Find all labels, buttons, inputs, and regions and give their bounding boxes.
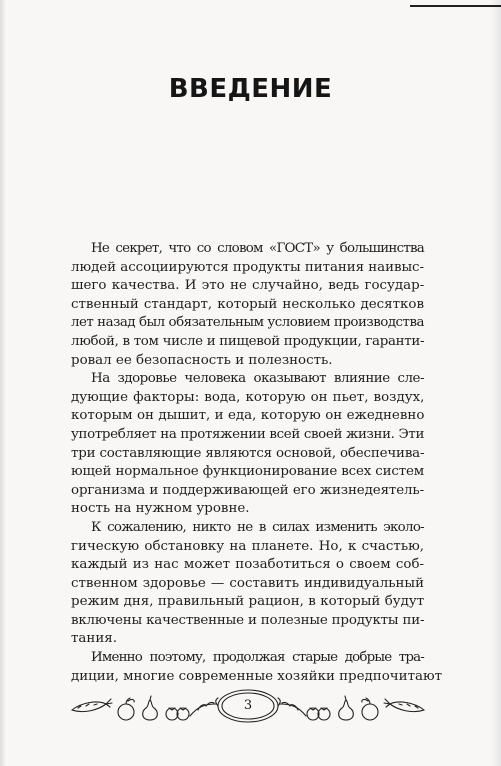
text-line: режим дня, правильный рацион, в который будут bbox=[71, 594, 425, 610]
page-footer bbox=[68, 686, 428, 726]
text-line: каждый из нас может позаботиться о своем соб- bbox=[71, 557, 425, 573]
text-line: включены качественные и полезные продукты пи- bbox=[71, 612, 425, 628]
page-edge-shadow bbox=[491, 0, 501, 766]
text-line: три составляющие являются основой, обеспечива- bbox=[71, 445, 425, 461]
paragraph bbox=[71, 649, 443, 686]
paragraph bbox=[71, 370, 424, 519]
text-line: людей ассоциируются продукты питания наивыс- bbox=[71, 259, 424, 275]
text-line: ственном здоровье — составить индивидуальный bbox=[71, 575, 424, 591]
text-line: Именно поэтому, продолжая старые добрые тра- bbox=[91, 650, 424, 666]
body-text bbox=[71, 240, 443, 686]
text-line: К сожалению, никто не в силах изменить эколо- bbox=[91, 519, 424, 535]
text-line: ность на нужном уровне. bbox=[71, 501, 250, 517]
text-line: диции, многие современные хозяйки предпочитают bbox=[71, 668, 443, 684]
paragraph bbox=[71, 519, 424, 649]
text-line: ственный стандарт, который несколько десятков bbox=[71, 296, 424, 312]
paragraph bbox=[71, 240, 424, 370]
text-line: тания. bbox=[71, 631, 117, 647]
text-line: ровал ее безопасность и полезность. bbox=[71, 352, 333, 368]
page-edge-shadow bbox=[0, 0, 6, 766]
text-line: ющей нормальное функционирование всех систем bbox=[71, 464, 424, 480]
text-line: любой, в том числе и пищевой продукции, гаранти- bbox=[71, 333, 425, 349]
text-line: которым он дышит, и еда, которую он ежедневно bbox=[71, 408, 425, 424]
text-line: На здоровье человека оказывают влияние сле- bbox=[91, 371, 424, 387]
text-line: организма и поддерживающей его жизнедеятель- bbox=[71, 482, 424, 498]
page-number: 3 bbox=[243, 698, 253, 713]
top-rule bbox=[410, 5, 501, 7]
text-line: гическую обстановку на планете. Но, к счастью, bbox=[71, 538, 425, 554]
text-line: употребляет на протяжении всей своей жизни. Эти bbox=[71, 426, 425, 442]
text-line: дующие факторы: вода, которую он пьет, воздух, bbox=[71, 389, 425, 405]
text-line: лет назад был обязательным условием производства bbox=[71, 315, 424, 331]
text-line: шего качества. И это не случайно, ведь государ- bbox=[71, 278, 425, 294]
text-line: Не секрет, что со словом «ГОСТ» у большинства bbox=[91, 241, 424, 256]
chapter-title: ВВЕДЕНИЕ bbox=[168, 74, 333, 104]
